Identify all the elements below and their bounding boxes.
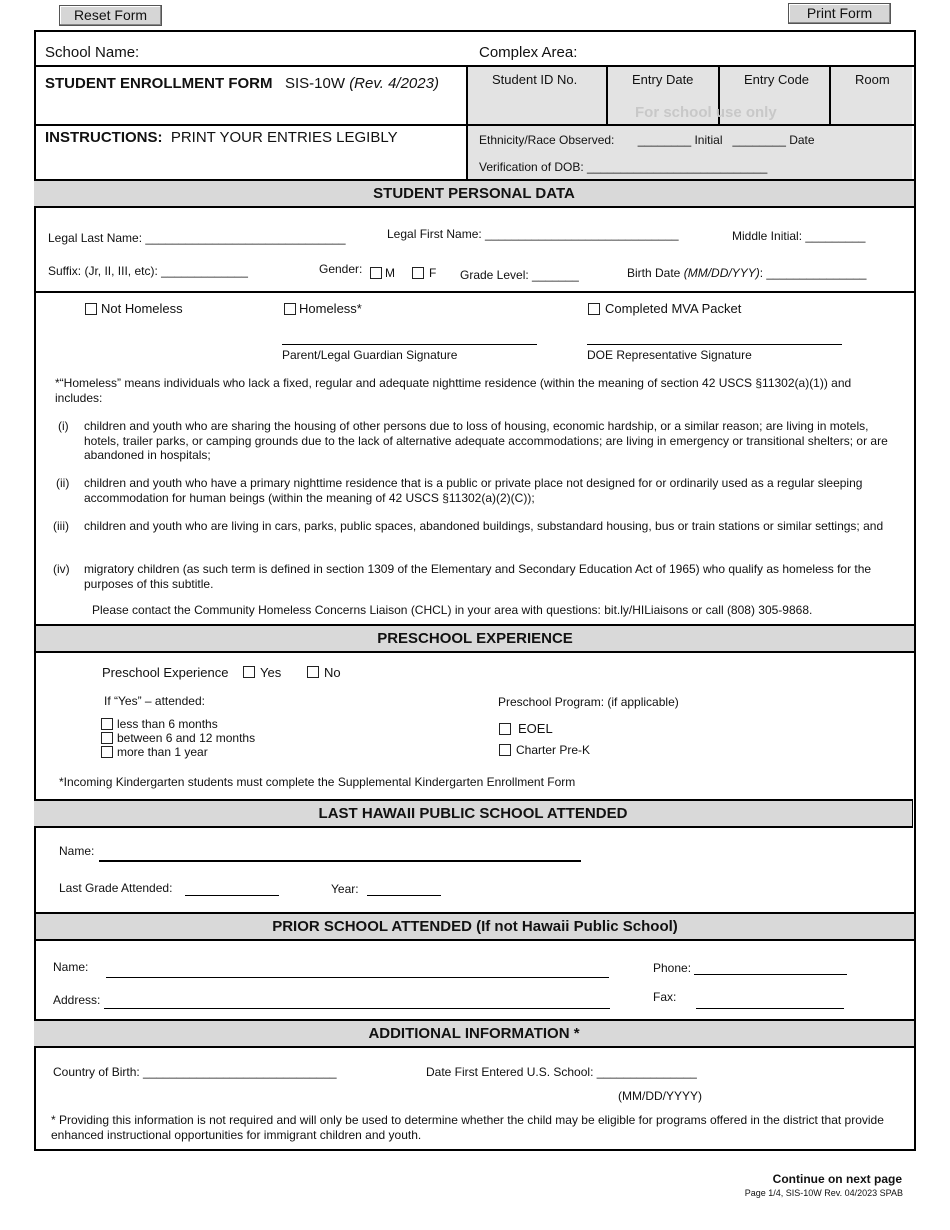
preschool-yes-checkbox[interactable] — [243, 666, 255, 678]
last-grade-input[interactable] — [185, 895, 279, 896]
gender-label: Gender: — [319, 262, 363, 276]
last-year-input[interactable] — [367, 895, 441, 896]
complex-area-label[interactable]: Complex Area: — [479, 44, 578, 61]
prior-address-label: Address: — [53, 993, 101, 1007]
gender-m-label: M — [385, 266, 395, 280]
date-format-hint: (MM/DD/YYYY) — [618, 1089, 702, 1103]
homeless-checkbox[interactable] — [284, 303, 296, 315]
not-homeless-checkbox[interactable] — [85, 303, 97, 315]
eoel-checkbox[interactable] — [499, 723, 511, 735]
birth-date-field[interactable]: Birth Date (MM/DD/YYY): _______________ — [627, 266, 867, 280]
homeless-item-i: children and youth who are sharing the housing of other persons due to loss of housing, economic hardship, or a similar reason; are living in motels, hotels, trailer parks, or camping grounds due to the lack of alternative adequate accommodations; are living in emergency or transitional shelters; or are abandoned in hospitals; — [84, 419, 888, 463]
form-title: STUDENT ENROLLMENT FORM SIS-10W (Rev. 4/2023) — [45, 75, 439, 92]
suffix-field[interactable]: Suffix: (Jr, II, III, etc): _____________ — [48, 264, 248, 278]
gender-f-label: F — [429, 266, 437, 280]
preschool-experience-label: Preschool Experience — [102, 665, 229, 680]
reset-form-button[interactable]: Reset Form — [59, 5, 162, 26]
section-additional-info: ADDITIONAL INFORMATION * — [34, 1019, 914, 1048]
duration-6-12-label: between 6 and 12 months — [117, 731, 256, 745]
middle-initial-field[interactable]: Middle Initial: _________ — [732, 229, 866, 243]
mva-packet-checkbox[interactable] — [588, 303, 600, 315]
guardian-signature-label: Parent/Legal Guardian Signature — [282, 348, 458, 362]
chcl-contact: Please contact the Community Homeless Concerns Liaison (CHCL) in your area with questions: bit.ly/HILiaisons or call (808) 305-9868. — [92, 603, 813, 617]
entry-date-label: Entry Date — [632, 72, 694, 87]
school-use-watermark: For school use only — [635, 104, 777, 121]
legal-last-name-field[interactable]: Legal Last Name: ______________________________ — [48, 231, 346, 245]
eoel-label: EOEL — [518, 721, 553, 736]
preschool-no-checkbox[interactable] — [307, 666, 319, 678]
grade-level-field[interactable]: Grade Level: _______ — [460, 268, 579, 282]
legal-first-name-field[interactable]: Legal First Name: _____________________________ — [387, 227, 679, 241]
last-grade-label: Last Grade Attended: — [59, 881, 173, 895]
print-form-button[interactable]: Print Form — [788, 3, 891, 24]
room-label: Room — [855, 72, 890, 87]
duration-6-12-checkbox[interactable] — [101, 732, 113, 744]
student-id-label: Student ID No. — [492, 72, 578, 87]
dob-verification: Verification of DOB: ___________________________ — [479, 160, 768, 174]
prior-name-label: Name: — [53, 960, 89, 974]
doe-signature-line[interactable] — [587, 344, 842, 345]
last-school-name-label: Name: — [59, 844, 95, 858]
duration-over-1yr-label: more than 1 year — [117, 745, 208, 759]
if-yes-label: If “Yes” – attended: — [104, 694, 205, 708]
instructions: INSTRUCTIONS: PRINT YOUR ENTRIES LEGIBLY — [45, 129, 398, 146]
kindergarten-note: *Incoming Kindergarten students must complete the Supplemental Kindergarten Enrollment Form — [59, 775, 576, 789]
school-name-label[interactable]: School Name: — [45, 44, 140, 61]
prior-fax-label: Fax: — [653, 990, 677, 1004]
duration-less-6-label: less than 6 months — [117, 717, 218, 731]
not-homeless-label: Not Homeless — [101, 301, 183, 316]
section-student-personal-data: STUDENT PERSONAL DATA — [34, 179, 914, 208]
item-num-iv: (iv) — [53, 562, 70, 576]
item-num-iii: (iii) — [53, 519, 69, 533]
mva-packet-label: Completed MVA Packet — [605, 301, 742, 316]
ethnicity-label: Ethnicity/Race Observed: ________ Initial ________ Date — [479, 133, 815, 147]
section-prior-school: PRIOR SCHOOL ATTENDED (If not Hawaii Public School) — [34, 912, 916, 941]
prior-phone-label: Phone: — [653, 961, 692, 975]
date-first-us-school-field[interactable]: Date First Entered U.S. School: _______________ — [426, 1065, 697, 1079]
charter-prek-checkbox[interactable] — [499, 744, 511, 756]
homeless-item-ii: children and youth who have a primary nighttime residence that is a public or private place not designed for or ordinarily used as a regular sleeping accommodation for human beings (within the meaning of 42 USCS §11302(a)(2)(C)); — [84, 476, 863, 505]
homeless-definition: *“Homeless” means individuals who lack a fixed, regular and adequate nighttime residence (within the meaning of section 42 USCS §11302(a)(1)) and includes: — [55, 376, 852, 405]
country-of-birth-field[interactable]: Country of Birth: _____________________________ — [53, 1065, 337, 1079]
entry-code-label: Entry Code — [744, 72, 810, 87]
preschool-yes-label: Yes — [260, 665, 282, 680]
continue-next-page: Continue on next page — [772, 1172, 902, 1186]
duration-less-6-checkbox[interactable] — [101, 718, 113, 730]
preschool-program-label: Preschool Program: (if applicable) — [498, 695, 679, 709]
prior-phone-input[interactable] — [694, 974, 847, 975]
prior-address-input[interactable] — [104, 1008, 610, 1009]
gender-f-checkbox[interactable] — [412, 267, 424, 279]
section-last-hawaii-school: LAST HAWAII PUBLIC SCHOOL ATTENDED — [34, 799, 913, 828]
last-year-label: Year: — [331, 882, 359, 896]
homeless-label: Homeless* — [299, 301, 362, 316]
preschool-no-label: No — [324, 665, 341, 680]
additional-info-note: * Providing this information is not required and will only be used to determine whether the child may be eligible for programs offered in the district that provide enhanced instructional opportunities for immigrant children and youth. — [51, 1113, 884, 1142]
charter-prek-label: Charter Pre-K — [516, 743, 591, 757]
item-num-i: (i) — [58, 419, 69, 433]
homeless-item-iii: children and youth who are living in cars, parks, public spaces, abandoned buildings, substandard housing, bus or train stations or similar settings; and — [84, 519, 884, 533]
page-footer: Page 1/4, SIS-10W Rev. 04/2023 SPAB — [744, 1188, 903, 1198]
duration-over-1yr-checkbox[interactable] — [101, 746, 113, 758]
item-num-ii: (ii) — [56, 476, 70, 490]
guardian-signature-line[interactable] — [282, 344, 537, 345]
section-preschool-experience: PRESCHOOL EXPERIENCE — [34, 624, 914, 653]
homeless-item-iv: migratory children (as such term is defined in section 1309 of the Elementary and Secondary Education Act of 1965) who qualify as homeless for the purposes of this subtitle. — [84, 562, 872, 591]
last-school-name-input[interactable] — [99, 860, 581, 862]
prior-name-input[interactable] — [106, 977, 609, 978]
doe-signature-label: DOE Representative Signature — [587, 348, 752, 362]
gender-m-checkbox[interactable] — [370, 267, 382, 279]
prior-fax-input[interactable] — [696, 1008, 844, 1009]
